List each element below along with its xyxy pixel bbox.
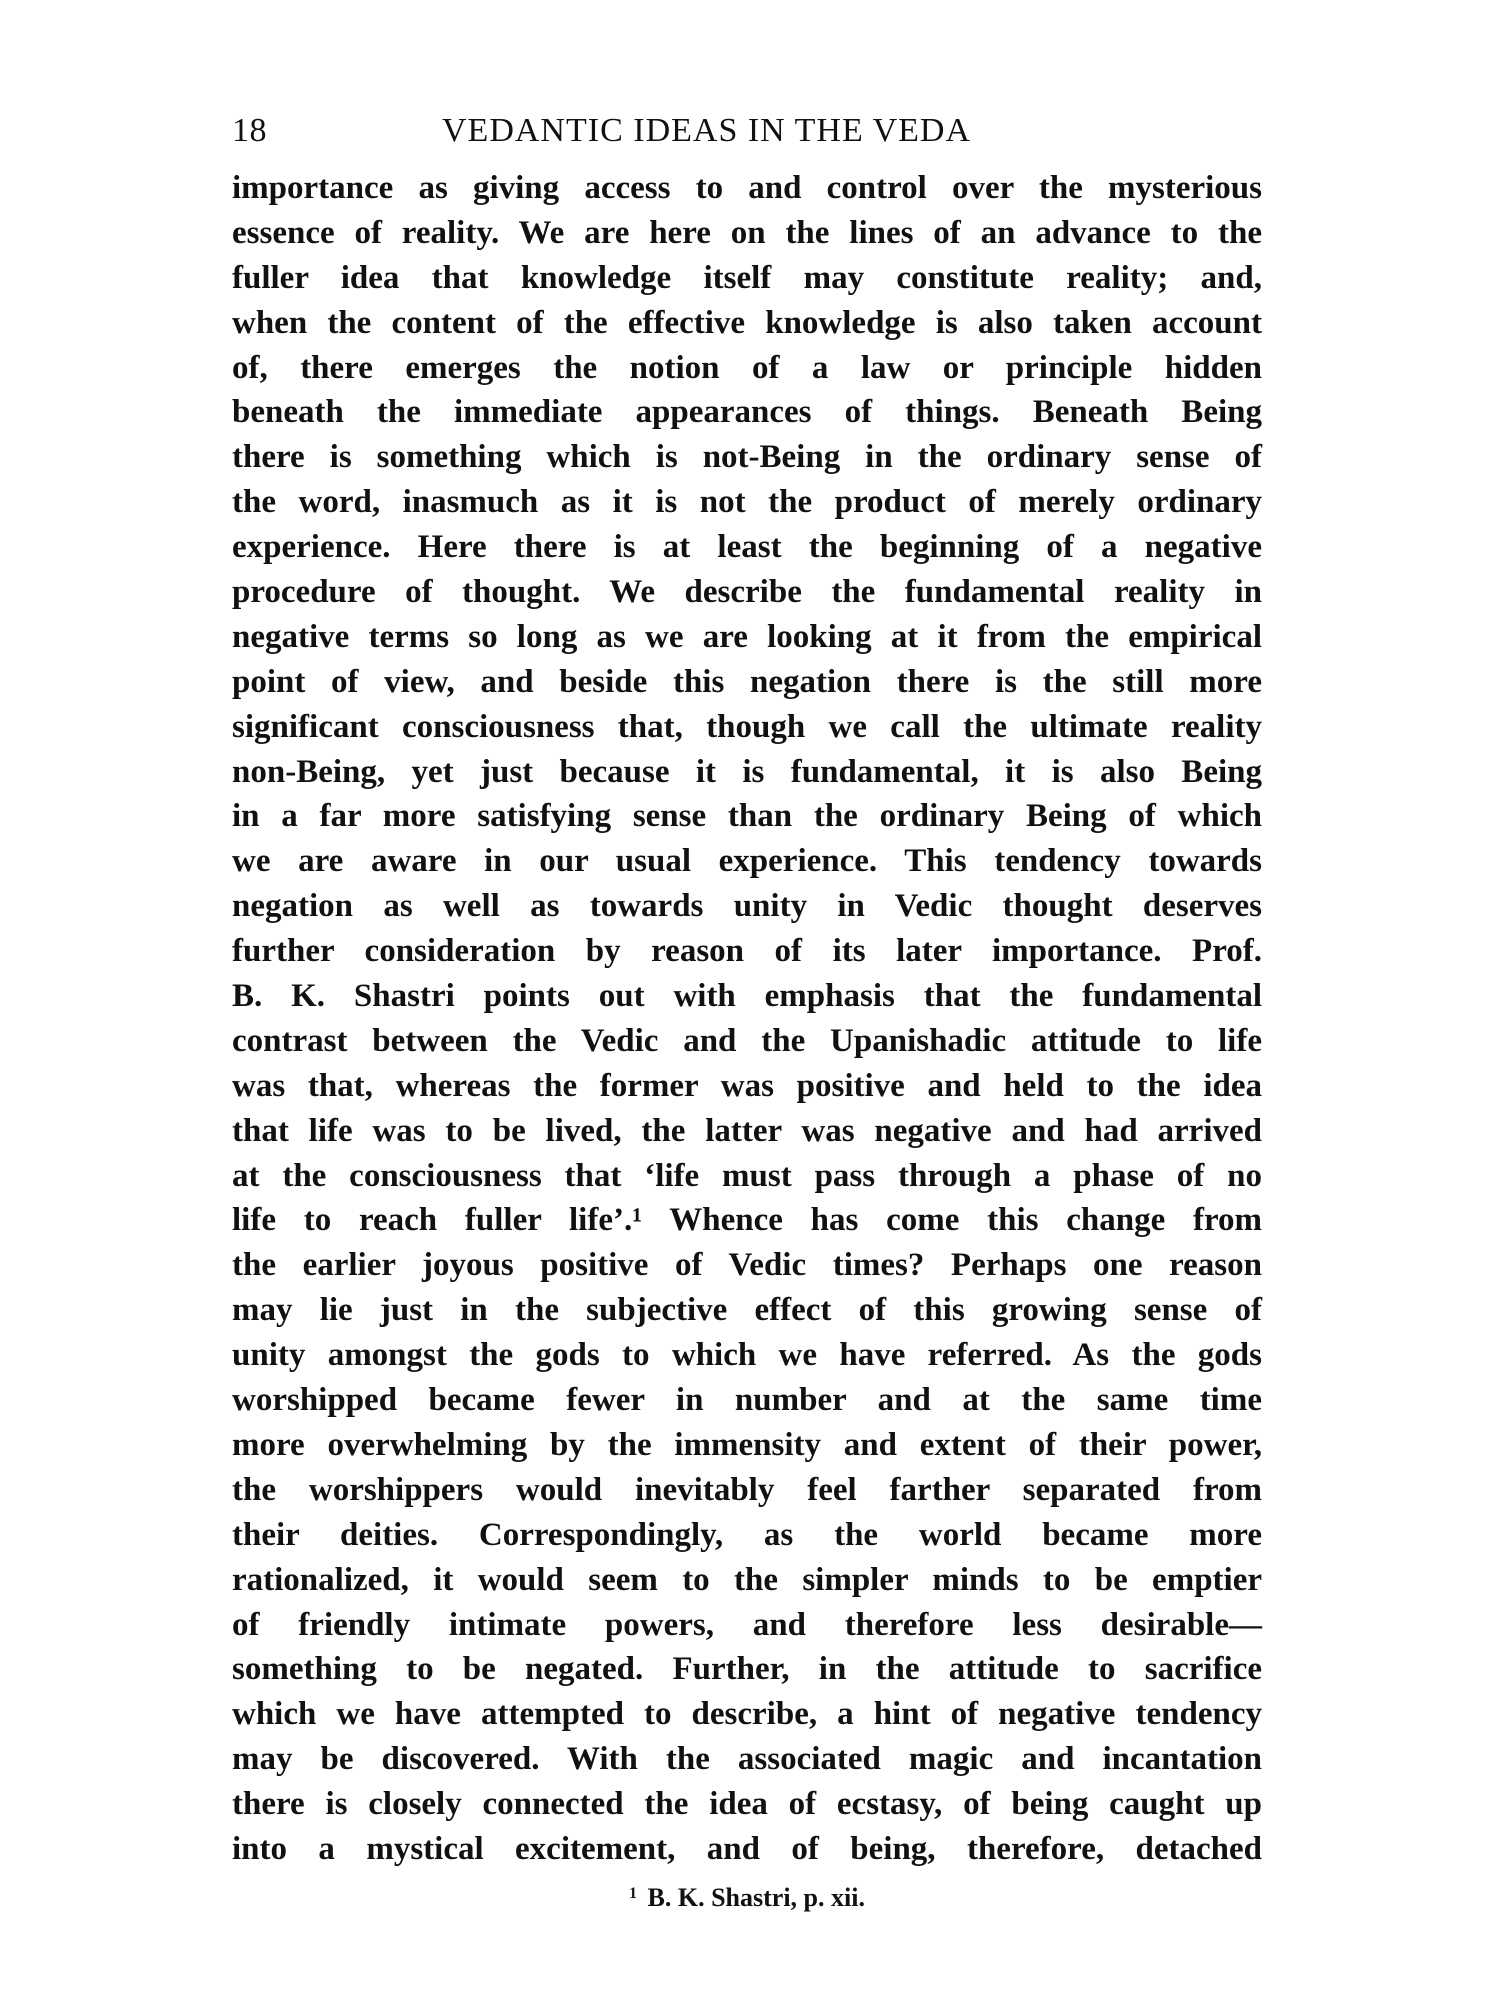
text-line: experience. Here there is at least the beginning of a negative — [232, 529, 1262, 566]
text-line: beneath the immediate appearances of things. Beneath Being — [232, 394, 1262, 431]
body-text — [232, 166, 1262, 1872]
footnote-marker: 1 — [629, 1885, 638, 1902]
text-line: of, there emerges the notion of a law or principle hidden — [232, 349, 1262, 386]
text-line: there is something which is not-Being in the ordinary sense of — [232, 439, 1262, 476]
text-line: further consideration by reason of its later importance. Prof. — [232, 933, 1262, 970]
text-line: non-Being, yet just because it is fundamental, it is also Being — [232, 753, 1262, 790]
text-line: more overwhelming by the immensity and extent of their power, — [232, 1426, 1262, 1463]
text-line: may be discovered. With the associated magic and incantation — [232, 1741, 1262, 1778]
text-line: fuller idea that knowledge itself may constitute reality; and, — [232, 259, 1262, 296]
text-line: rationalized, it would seem to the simpler minds to be emptier — [232, 1561, 1262, 1598]
text-line: something to be negated. Further, in the attitude to sacrifice — [232, 1651, 1262, 1688]
text-line: significant consciousness that, though we call the ultimate reality — [232, 708, 1262, 745]
text-line: the earlier joyous positive of Vedic times? Perhaps one reason — [232, 1247, 1262, 1284]
text-line: that life was to be lived, the latter was negative and had arrived — [232, 1112, 1262, 1149]
text-line: the worshippers would inevitably feel farther separated from — [232, 1471, 1262, 1508]
text-line: there is closely connected the idea of ecstasy, of being caught up — [232, 1786, 1262, 1823]
text-line: the word, inasmuch as it is not the product of merely ordinary — [232, 484, 1262, 521]
text-line: point of view, and beside this negation there is the still more — [232, 663, 1262, 700]
text-line: life to reach fuller life’.¹ Whence has come this change from — [232, 1202, 1262, 1239]
text-line: their deities. Correspondingly, as the world became more — [232, 1516, 1262, 1553]
footnote — [232, 1883, 1262, 1913]
text-line: worshipped became fewer in number and at the same time — [232, 1382, 1262, 1419]
text-line: at the consciousness that ‘life must pass through a phase of no — [232, 1157, 1262, 1194]
text-line: negative terms so long as we are looking at it from the empirical — [232, 618, 1262, 655]
footnote-text: B. K. Shastri, p. xii. — [647, 1883, 865, 1912]
running-title: VEDANTIC IDEAS IN THE VEDA — [442, 112, 972, 149]
text-line: unity amongst the gods to which we have referred. As the gods — [232, 1337, 1262, 1374]
text-line: in a far more satisfying sense than the ordinary Being of which — [232, 798, 1262, 835]
text-line: procedure of thought. We describe the fundamental reality in — [232, 574, 1262, 611]
page-number: 18 — [232, 112, 267, 149]
text-line: was that, whereas the former was positive and held to the idea — [232, 1067, 1262, 1104]
text-line: which we have attempted to describe, a hint of negative tendency — [232, 1696, 1262, 1733]
text-line: we are aware in our usual experience. This tendency towards — [232, 843, 1262, 880]
text-line: essence of reality. We are here on the lines of an advance to the — [232, 214, 1262, 251]
running-head — [232, 112, 1262, 160]
text-line: negation as well as towards unity in Vedic thought deserves — [232, 888, 1262, 925]
text-line: may lie just in the subjective effect of this growing sense of — [232, 1292, 1262, 1329]
text-line: importance as giving access to and control over the mysterious — [232, 170, 1262, 206]
text-line: contrast between the Vedic and the Upanishadic attitude to life — [232, 1022, 1262, 1059]
text-line: B. K. Shastri points out with emphasis that the fundamental — [232, 978, 1262, 1015]
text-line: into a mystical excitement, and of being, therefore, detached — [232, 1830, 1262, 1867]
text-line: of friendly intimate powers, and therefore less desirable— — [232, 1606, 1262, 1643]
text-line: when the content of the effective knowledge is also taken account — [232, 304, 1262, 341]
